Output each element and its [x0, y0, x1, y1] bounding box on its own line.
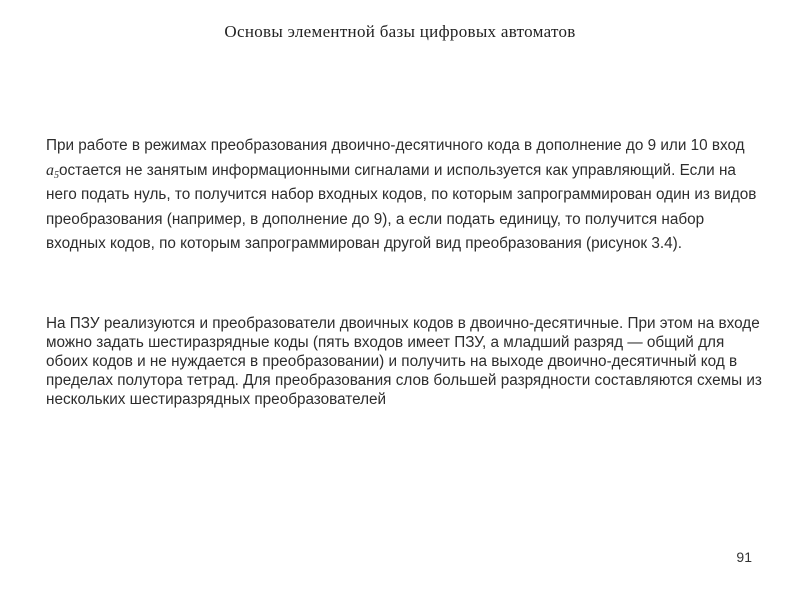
input-variable-letter: a: [46, 161, 54, 179]
paragraph-1-text-end: остается не занятым информационными сигналами и используется как управляющий. Если на него подать нуль, то получится набор входных кодов, по которым запрограммирован один из видов преобразования (например, в дополнение до 9), а если подать единицу, то получится набор входных кодов, по которым запрограммирован другой вид преобразования (рисунок 3.4).: [46, 161, 757, 253]
input-variable-a5: [46, 162, 59, 179]
paragraph-rom-conversion-modes: [46, 134, 766, 257]
page-number: 91: [736, 549, 752, 565]
paragraph-1-text-start: При работе в режимах преобразования двоично-десятичного кода в дополнение до 9 или 10 вход: [46, 137, 745, 154]
input-variable-index: 5: [54, 169, 59, 181]
slide-title: Основы элементной базы цифровых автоматов: [224, 22, 576, 41]
paragraph-rom-converters: На ПЗУ реализуются и преобразователи двоичных кодов в двоично-десятичные. При этом на входе можно задать шестиразрядные коды (пять входов имеет ПЗУ, а младший разряд — общий для обоих кодов и не нуждается в преобразовании) и получить на выходе двоично-десятичный код в пределах полутора тетрад. Для преобразования слов большей разрядности составляются схемы из нескольких шестиразрядных преобразователей: [46, 315, 762, 408]
